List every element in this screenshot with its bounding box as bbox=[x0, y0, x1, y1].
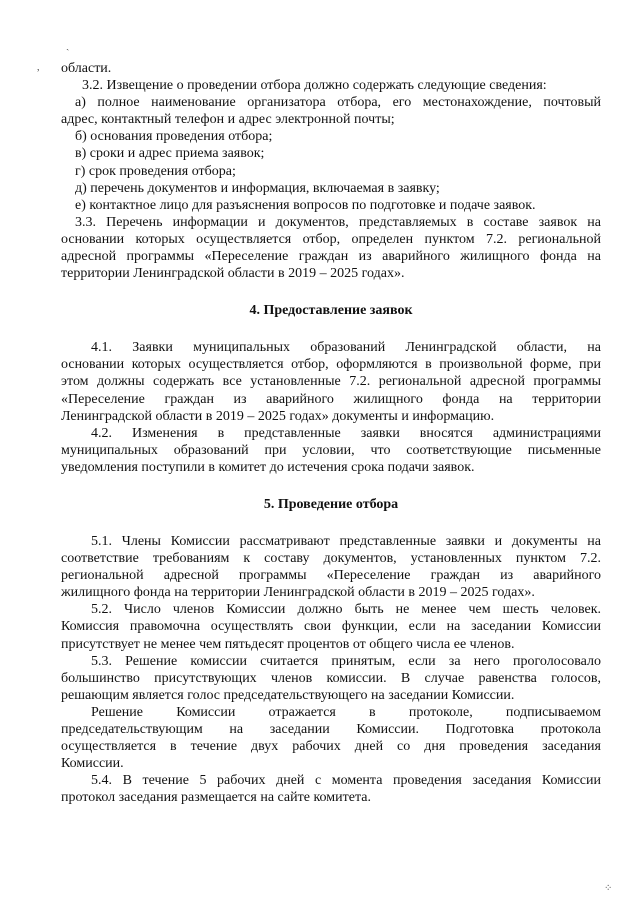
text-line: основании которых осуществляется отбор, определен пунктом 7.2. региональной bbox=[61, 231, 601, 247]
text-line: решающим является голос председательствующего на заседании Комиссии. bbox=[61, 687, 515, 703]
text-line: председательствующим на заседании Комиссии. Подготовка протокола bbox=[61, 722, 601, 737]
scan-mark: ˎ bbox=[66, 40, 70, 51]
section-4 bbox=[61, 339, 601, 476]
text-line: присутствует не менее чем пятьдесят процентов от общего числа ее членов. bbox=[61, 636, 515, 652]
section-3 bbox=[61, 60, 601, 282]
section-5 bbox=[61, 533, 601, 807]
text-line: 5.1. Члены Комиссии рассматривают представленные заявки и документы на bbox=[91, 533, 601, 549]
text-line: уведомления поступили в комитет до истечения срока подачи заявок. bbox=[61, 459, 475, 475]
text-line: Комиссии. bbox=[61, 756, 124, 772]
text-line: жилищного фонда на территории Ленинградской области в 2019 – 2025 годах». bbox=[61, 585, 535, 601]
list-item: е) контактное лицо для разъяснения вопросов по подготовке и подаче заявок. bbox=[75, 197, 536, 213]
list-item: б) основания проведения отбора; bbox=[75, 129, 273, 145]
text-line: основании которых осуществляется отбор, оформляются в произвольной форме, при bbox=[61, 357, 601, 373]
text-line: Решение Комиссии отражается в протоколе, подписываемом bbox=[91, 704, 601, 720]
list-item: г) срок проведения отбора; bbox=[75, 163, 236, 179]
section-heading: 4. Предоставление заявок bbox=[249, 303, 413, 319]
scan-mark: , bbox=[37, 62, 40, 73]
text-line: «Переселение граждан из аварийного жилищного фонда на территории bbox=[61, 391, 601, 407]
text-line: соответствие требованиям к составу документов, установленных пунктом 7.2. bbox=[61, 551, 601, 567]
text-line: области. bbox=[61, 61, 112, 76]
text-line: 5.4. В течение 5 рабочих дней с момента проведения заседания Комиссии bbox=[91, 773, 601, 789]
text-line: 5.3. Решение комиссии считается принятым, если за него проголосовало bbox=[91, 653, 601, 669]
document-page bbox=[61, 60, 601, 806]
text-line: 5.2. Число членов Комиссии должно быть не менее чем шесть человек. bbox=[91, 602, 601, 618]
text-line: а) полное наименование организатора отбора, его местонахождение, почтовый bbox=[75, 95, 601, 111]
list-item: д) перечень документов и информация, включаемая в заявку; bbox=[75, 180, 440, 196]
text-line: этом должны содержать все установленные 7.2. региональной адресной программы bbox=[61, 374, 601, 390]
text-line: территории Ленинградской области в 2019 – 2025 годах». bbox=[61, 266, 405, 282]
text-line: большинство присутствующих членов комиссии. В случае равенства голосов, bbox=[61, 670, 601, 686]
text-line: 4.1. Заявки муниципальных образований Ленинградской области, на bbox=[91, 340, 601, 356]
text-line: протокол заседания размещается на сайте комитета. bbox=[61, 790, 371, 806]
text-line: адрес, контактный телефон и адрес электронной почты; bbox=[61, 112, 395, 128]
list-item: в) сроки и адрес приема заявок; bbox=[75, 146, 265, 162]
scan-mark: ⁘ bbox=[604, 883, 613, 894]
text-line: осуществляется в течение двух рабочих дней со дня проведения заседания bbox=[61, 739, 601, 755]
text-line: региональной адресной программы «Переселение граждан из аварийного bbox=[61, 568, 601, 584]
text-line: 3.3. Перечень информации и документов, представляемых в составе заявок на bbox=[75, 214, 601, 230]
text-line: Ленинградской области в 2019 – 2025 годах» документы и информацию. bbox=[61, 408, 495, 424]
section-heading: 5. Проведение отбора bbox=[263, 496, 399, 512]
text-line: Комиссия правомочна осуществлять свои функции, если на заседании Комиссии bbox=[61, 619, 601, 635]
text-line: 3.2. Извещение о проведении отбора должно содержать следующие сведения: bbox=[82, 78, 547, 94]
text-line: муниципальных образований при условии, что соответствующие письменные bbox=[61, 442, 601, 458]
text-line: адресной программы «Переселение граждан из аварийного жилищного фонда на bbox=[61, 249, 601, 265]
text-line: 4.2. Изменения в представленные заявки вносятся администрациями bbox=[91, 425, 601, 441]
